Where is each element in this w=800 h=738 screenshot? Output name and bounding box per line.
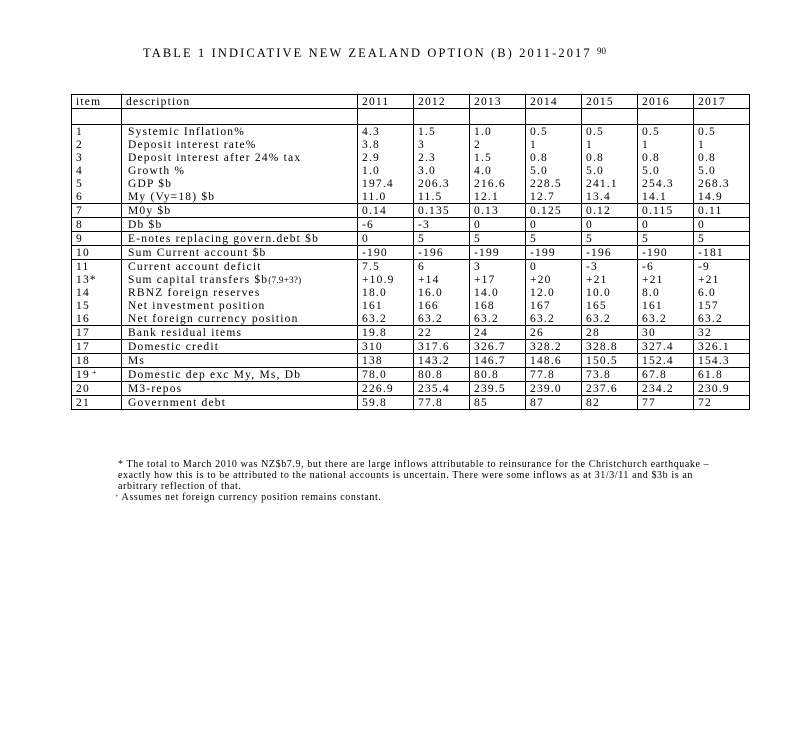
- cell-value-2016: 161: [638, 299, 694, 312]
- cell-value-2014: 63.2: [526, 312, 582, 326]
- cell-description-text: GDP $b: [128, 177, 173, 190]
- cell-value-2013: 80.8: [470, 368, 526, 382]
- cell-value-2016: 0.8: [638, 151, 694, 164]
- cell-value-2011: 3.8: [358, 138, 414, 151]
- header-2014: 2014: [526, 95, 582, 109]
- table-row: [72, 151, 750, 164]
- cell-value-2015: 5: [582, 232, 638, 246]
- cell-value-2015: 13.4: [582, 190, 638, 204]
- cell-value-2017: 72: [694, 396, 750, 410]
- cell-value-2017: 5.0: [694, 164, 750, 177]
- cell-value-2013: 168: [470, 299, 526, 312]
- header-2016: 2016: [638, 95, 694, 109]
- cell-value-2016: 254.3: [638, 177, 694, 190]
- cell-value-2013: 12.1: [470, 190, 526, 204]
- table-row: [72, 190, 750, 204]
- cell-value-2012: +14: [414, 273, 470, 286]
- cell-value-2017: +21: [694, 273, 750, 286]
- cell-value-2013: 2: [470, 138, 526, 151]
- table-row: [72, 204, 750, 218]
- cell-value-2016: 30: [638, 326, 694, 340]
- cell-value-2014: 167: [526, 299, 582, 312]
- cell-value-2016: 63.2: [638, 312, 694, 326]
- cell-value-2012: 80.8: [414, 368, 470, 382]
- cell-value-2015: 165: [582, 299, 638, 312]
- cell-description-text: Sum Current account $b: [128, 246, 267, 259]
- cell-value-2013: 216.6: [470, 177, 526, 190]
- cell-value-2015: 150.5: [582, 354, 638, 368]
- cell-item-text: 1: [76, 125, 83, 138]
- cell-item: [72, 382, 122, 396]
- cell-item: [72, 354, 122, 368]
- cell-value-2015: 237.6: [582, 382, 638, 396]
- table-title: [143, 46, 606, 61]
- table-row: [72, 218, 750, 232]
- cell-value-2017: 0.11: [694, 204, 750, 218]
- cell-value-2015: -3: [582, 260, 638, 274]
- cell-description-text: Domestic dep exc My, Ms, Db: [128, 368, 302, 381]
- cell-description: [122, 312, 358, 326]
- cell-description-text: E-notes replacing govern.debt $b: [128, 232, 320, 245]
- cell-value-2011: 0: [358, 232, 414, 246]
- cell-value-2012: 143.2: [414, 354, 470, 368]
- cell-item: [72, 204, 122, 218]
- cell-item: [72, 232, 122, 246]
- table-row: [72, 299, 750, 312]
- cell-value-2015: 0.5: [582, 125, 638, 139]
- cell-value-2013: -199: [470, 246, 526, 260]
- table-body: [72, 125, 750, 410]
- cell-value-2011: 1.0: [358, 164, 414, 177]
- cell-item-text: 17: [76, 326, 90, 339]
- cell-value-2012: 166: [414, 299, 470, 312]
- cell-description-text: Db $b: [128, 218, 163, 231]
- cell-item-text: 17: [76, 340, 90, 353]
- cell-value-2011: 138: [358, 354, 414, 368]
- cell-item-text: 8: [76, 218, 83, 231]
- table-row: [72, 354, 750, 368]
- cell-value-2014: 0.125: [526, 204, 582, 218]
- cell-value-2016: 0.5: [638, 125, 694, 139]
- cell-item-text: 9: [76, 232, 83, 245]
- header-2011: 2011: [358, 95, 414, 109]
- cell-value-2016: 0.115: [638, 204, 694, 218]
- cell-value-2014: 239.0: [526, 382, 582, 396]
- cell-description: [122, 396, 358, 410]
- cell-item-text: 5: [76, 177, 83, 190]
- cell-item-text: 19: [76, 368, 90, 381]
- cell-item-text: 6: [76, 190, 83, 203]
- cell-value-2016: 1: [638, 138, 694, 151]
- cell-value-2011: -6: [358, 218, 414, 232]
- cell-item: [72, 177, 122, 190]
- cell-item-text: 21: [76, 396, 90, 409]
- cell-description-text: M0y $b: [128, 204, 172, 217]
- cell-value-2012: 77.8: [414, 396, 470, 410]
- cell-value-2013: 0.13: [470, 204, 526, 218]
- cell-value-2014: 12.0: [526, 286, 582, 299]
- cell-value-2013: 3: [470, 260, 526, 274]
- cell-value-2012: 11.5: [414, 190, 470, 204]
- cell-value-2015: -196: [582, 246, 638, 260]
- cell-value-2011: -190: [358, 246, 414, 260]
- cell-item: [72, 190, 122, 204]
- cell-value-2015: 328.8: [582, 340, 638, 354]
- cell-value-2013: 1.0: [470, 125, 526, 139]
- table-row: [72, 273, 750, 286]
- cell-item: [72, 151, 122, 164]
- cell-item-text: 7: [76, 204, 83, 217]
- cell-value-2013: 63.2: [470, 312, 526, 326]
- cell-value-2015: 5.0: [582, 164, 638, 177]
- cell-value-2013: 326.7: [470, 340, 526, 354]
- cell-description-text: Net investment position: [128, 299, 266, 312]
- cell-value-2016: 5: [638, 232, 694, 246]
- cell-value-2017: 32: [694, 326, 750, 340]
- cell-value-2017: 61.8: [694, 368, 750, 382]
- cell-description: [122, 218, 358, 232]
- header-2017: 2017: [694, 95, 750, 109]
- cell-value-2011: 18.0: [358, 286, 414, 299]
- cell-value-2012: 1.5: [414, 125, 470, 139]
- cell-value-2011: 7.5: [358, 260, 414, 274]
- cell-value-2012: 6: [414, 260, 470, 274]
- cell-value-2016: 327.4: [638, 340, 694, 354]
- cell-description: [122, 273, 358, 286]
- table-row: [72, 138, 750, 151]
- cell-value-2012: 317.6: [414, 340, 470, 354]
- table-row: [72, 246, 750, 260]
- cell-item: [72, 326, 122, 340]
- cell-item: [72, 340, 122, 354]
- cell-description: [122, 204, 358, 218]
- cell-item: [72, 368, 122, 382]
- table-row: [72, 340, 750, 354]
- header-row: [72, 95, 750, 109]
- cell-description-text: RBNZ foreign reserves: [128, 286, 261, 299]
- cell-item-text: 18: [76, 354, 90, 367]
- cell-description-text: Sum capital transfers $b: [128, 273, 269, 286]
- cell-value-2012: 235.4: [414, 382, 470, 396]
- cell-value-2017: 0.8: [694, 151, 750, 164]
- cell-value-2013: 85: [470, 396, 526, 410]
- cell-value-2015: 0.12: [582, 204, 638, 218]
- cell-item-text: 10: [76, 246, 90, 259]
- footnote-2-text: Assumes net foreign currency position remains constant.: [121, 492, 382, 503]
- cell-description: [122, 246, 358, 260]
- cell-description-text: My (Vy=18) $b: [128, 190, 216, 203]
- cell-value-2017: 230.9: [694, 382, 750, 396]
- cell-value-2014: 0.5: [526, 125, 582, 139]
- cell-item-text: 3: [76, 151, 83, 164]
- blank-cell: [694, 109, 750, 125]
- cell-value-2015: 28: [582, 326, 638, 340]
- table-row: [72, 164, 750, 177]
- cell-value-2017: 5: [694, 232, 750, 246]
- cell-value-2015: 0: [582, 218, 638, 232]
- footnotes: [115, 459, 718, 503]
- cell-description: [122, 299, 358, 312]
- cell-value-2011: 4.3: [358, 125, 414, 139]
- cell-value-2013: 24: [470, 326, 526, 340]
- cell-item: [72, 246, 122, 260]
- cell-value-2012: -3: [414, 218, 470, 232]
- cell-item: [72, 286, 122, 299]
- cell-value-2012: 63.2: [414, 312, 470, 326]
- cell-value-2011: +10.9: [358, 273, 414, 286]
- table-row: [72, 177, 750, 190]
- cell-value-2017: 6.0: [694, 286, 750, 299]
- cell-item: [72, 260, 122, 274]
- cell-value-2013: 146.7: [470, 354, 526, 368]
- cell-value-2015: 63.2: [582, 312, 638, 326]
- cell-description: [122, 382, 358, 396]
- cell-description-text: Current account deficit: [128, 260, 262, 273]
- blank-cell: [638, 109, 694, 125]
- cell-description: [122, 340, 358, 354]
- cell-value-2016: +21: [638, 273, 694, 286]
- table-row: [72, 232, 750, 246]
- cell-value-2011: 310: [358, 340, 414, 354]
- footnote-2: [115, 492, 718, 503]
- cell-item: [72, 138, 122, 151]
- blank-row: [72, 109, 750, 125]
- cell-item: [72, 218, 122, 232]
- cell-description-text: Growth %: [128, 164, 186, 177]
- table-row: [72, 260, 750, 274]
- cell-value-2014: 328.2: [526, 340, 582, 354]
- cell-item: [72, 164, 122, 177]
- cell-item-text: 11: [76, 260, 90, 273]
- cell-value-2015: 0.8: [582, 151, 638, 164]
- cell-value-2014: 87: [526, 396, 582, 410]
- table-title-text: TABLE 1 INDICATIVE NEW ZEALAND OPTION (B) 2011-2017: [143, 46, 592, 60]
- header-item: item: [72, 95, 122, 109]
- cell-value-2012: 3.0: [414, 164, 470, 177]
- cell-item: [72, 312, 122, 326]
- cell-value-2016: 8.0: [638, 286, 694, 299]
- cell-value-2011: 78.0: [358, 368, 414, 382]
- cell-value-2011: 161: [358, 299, 414, 312]
- cell-value-2017: 1: [694, 138, 750, 151]
- cell-item-text: 2: [76, 138, 83, 151]
- table-row: [72, 286, 750, 299]
- cell-item: [72, 396, 122, 410]
- blank-cell: [122, 109, 358, 125]
- cell-value-2013: 5: [470, 232, 526, 246]
- cell-value-2014: 1: [526, 138, 582, 151]
- cell-value-2015: 73.8: [582, 368, 638, 382]
- cell-value-2014: -199: [526, 246, 582, 260]
- cell-description: [122, 286, 358, 299]
- cell-value-2014: 26: [526, 326, 582, 340]
- cell-value-2017: 14.9: [694, 190, 750, 204]
- cell-description-text: Domestic credit: [128, 340, 220, 353]
- cell-value-2014: 0: [526, 260, 582, 274]
- cell-value-2012: 22: [414, 326, 470, 340]
- cell-value-2014: 12.7: [526, 190, 582, 204]
- cell-value-2017: 268.3: [694, 177, 750, 190]
- cell-value-2015: 82: [582, 396, 638, 410]
- cell-description-text: Government debt: [128, 396, 227, 409]
- cell-value-2013: 14.0: [470, 286, 526, 299]
- cell-value-2017: 63.2: [694, 312, 750, 326]
- cell-value-2017: 157: [694, 299, 750, 312]
- cell-value-2017: -181: [694, 246, 750, 260]
- cell-value-2014: 5: [526, 232, 582, 246]
- cell-value-2017: 154.3: [694, 354, 750, 368]
- table-row: [72, 396, 750, 410]
- cell-item: [72, 125, 122, 139]
- cell-value-2016: 152.4: [638, 354, 694, 368]
- cell-item-text: 16: [76, 312, 90, 325]
- cell-description-text: Bank residual items: [128, 326, 243, 339]
- cell-value-2011: 197.4: [358, 177, 414, 190]
- cell-value-2013: 4.0: [470, 164, 526, 177]
- cell-description-sub: (7.9+3?): [268, 274, 302, 285]
- cell-value-2014: 5.0: [526, 164, 582, 177]
- cell-value-2012: 3: [414, 138, 470, 151]
- cell-description-text: Systemic Inflation%: [128, 125, 246, 138]
- cell-item-text: 14: [76, 286, 90, 299]
- cell-value-2014: 77.8: [526, 368, 582, 382]
- table-row: [72, 368, 750, 382]
- cell-description-text: Net foreign currency position: [128, 312, 299, 325]
- blank-cell: [582, 109, 638, 125]
- cell-description: [122, 260, 358, 274]
- cell-description-text: Deposit interest after 24% tax: [128, 151, 302, 164]
- cell-value-2016: 5.0: [638, 164, 694, 177]
- cell-item-text: 15: [76, 299, 90, 312]
- cell-value-2017: 326.1: [694, 340, 750, 354]
- cell-item: [72, 273, 122, 286]
- blank-cell: [470, 109, 526, 125]
- cell-value-2011: 11.0: [358, 190, 414, 204]
- blank-cell: [358, 109, 414, 125]
- table-row: [72, 326, 750, 340]
- cell-value-2015: +21: [582, 273, 638, 286]
- cell-value-2016: 14.1: [638, 190, 694, 204]
- header-2012: 2012: [414, 95, 470, 109]
- blank-cell: [414, 109, 470, 125]
- cell-description: [122, 151, 358, 164]
- cell-item: [72, 299, 122, 312]
- table-row: [72, 382, 750, 396]
- title-footnote-ref: 90: [597, 46, 606, 56]
- cell-value-2011: 59.8: [358, 396, 414, 410]
- cell-description: [122, 326, 358, 340]
- cell-value-2017: 0: [694, 218, 750, 232]
- cell-value-2011: 226.9: [358, 382, 414, 396]
- cell-value-2017: -9: [694, 260, 750, 274]
- cell-value-2016: 77: [638, 396, 694, 410]
- cell-value-2016: 0: [638, 218, 694, 232]
- cell-description: [122, 368, 358, 382]
- cell-value-2015: 10.0: [582, 286, 638, 299]
- cell-value-2016: 234.2: [638, 382, 694, 396]
- cell-value-2011: 19.8: [358, 326, 414, 340]
- cell-value-2012: 2.3: [414, 151, 470, 164]
- cell-description: [122, 177, 358, 190]
- cell-item-text: 13*: [76, 273, 97, 286]
- cell-value-2014: 228.5: [526, 177, 582, 190]
- cell-value-2012: -196: [414, 246, 470, 260]
- cell-value-2014: +20: [526, 273, 582, 286]
- cell-value-2014: 0: [526, 218, 582, 232]
- cell-description-text: M3-repos: [128, 382, 183, 395]
- cell-description: [122, 354, 358, 368]
- cell-value-2013: 0: [470, 218, 526, 232]
- cell-value-2016: -6: [638, 260, 694, 274]
- cell-value-2016: 67.8: [638, 368, 694, 382]
- cell-value-2011: 2.9: [358, 151, 414, 164]
- cell-value-2014: 0.8: [526, 151, 582, 164]
- cell-item-text: 20: [76, 382, 90, 395]
- header-description: description: [122, 95, 358, 109]
- table-row: [72, 125, 750, 139]
- footnote-1: * The total to March 2010 was NZ$b7.9, but there are large inflows attributable to reinsurance for the Christchurch earthquake – exactly how this is to be attributed to the national accounts is uncertain. There were some inflows as at 31/3/11 and $3b is an arbitrary reflection of that.: [118, 459, 710, 492]
- cell-description: [122, 190, 358, 204]
- footnote-2-mark: +: [115, 494, 119, 500]
- cell-value-2011: 63.2: [358, 312, 414, 326]
- cell-description: [122, 232, 358, 246]
- cell-value-2012: 5: [414, 232, 470, 246]
- cell-value-2015: 241.1: [582, 177, 638, 190]
- cell-value-2012: 206.3: [414, 177, 470, 190]
- table-row: [72, 312, 750, 326]
- cell-value-2015: 1: [582, 138, 638, 151]
- cell-value-2013: +17: [470, 273, 526, 286]
- cell-item-sup: +: [91, 367, 98, 377]
- cell-value-2017: 0.5: [694, 125, 750, 139]
- header-2015: 2015: [582, 95, 638, 109]
- data-table: [71, 94, 750, 410]
- cell-description: [122, 125, 358, 139]
- cell-value-2011: 0.14: [358, 204, 414, 218]
- cell-description: [122, 138, 358, 151]
- cell-value-2016: -190: [638, 246, 694, 260]
- cell-value-2013: 239.5: [470, 382, 526, 396]
- cell-item-text: 4: [76, 164, 83, 177]
- cell-value-2012: 0.135: [414, 204, 470, 218]
- cell-description-text: Deposit interest rate%: [128, 138, 257, 151]
- cell-value-2014: 148.6: [526, 354, 582, 368]
- header-2013: 2013: [470, 95, 526, 109]
- cell-value-2013: 1.5: [470, 151, 526, 164]
- cell-description-text: Ms: [128, 354, 146, 367]
- cell-description: [122, 164, 358, 177]
- blank-cell: [72, 109, 122, 125]
- blank-cell: [526, 109, 582, 125]
- cell-value-2012: 16.0: [414, 286, 470, 299]
